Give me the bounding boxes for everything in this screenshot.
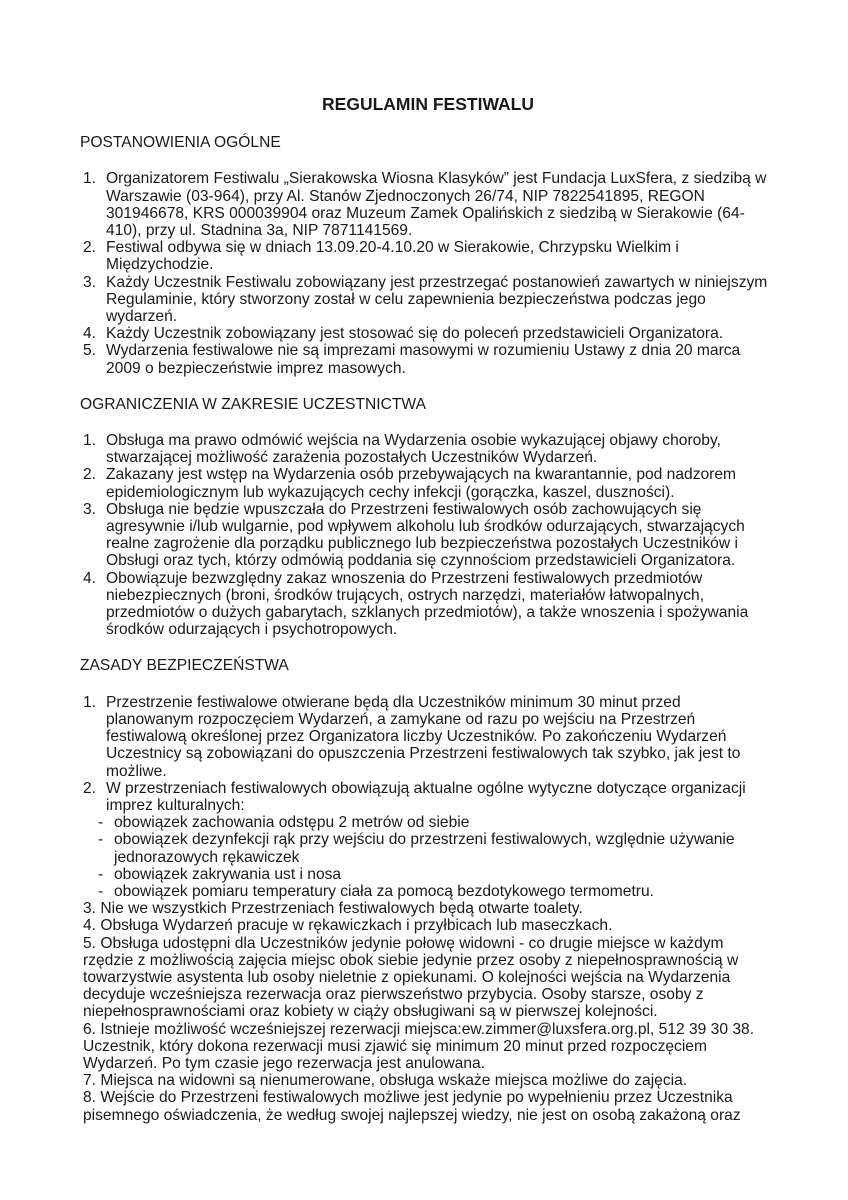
- paragraph: 6. Istnieje możliwość wcześniejszej rezerwacji miejsca:ew.zimmer@luxsfera.org.pl, 512 39 30 38. Uczestnik, który dokona rezerwacji musi zjawić się minimum 20 minut przed rozpoczęciem Wydarzeń. Po tym czasie jego rezerwacja jest anulowana.: [83, 1020, 755, 1072]
- safety-rules-list: [80, 694, 770, 814]
- section-heading-general: POSTANOWIENIA OGÓLNE: [80, 134, 281, 152]
- document-title: REGULAMIN FESTIWALU: [322, 94, 534, 114]
- list-item: 2. Festiwal odbywa się w dniach 13.09.20-4.10.20 w Sierakowie, Chrzypsku Wielkim i Międzychodzie.: [83, 239, 679, 274]
- paragraph: 4. Obsługa Wydarzeń pracuje w rękawiczkach i przyłbicach lub maseczkach.: [83, 917, 613, 935]
- bullet-item: - obowiązek pomiaru temperatury ciała za pomocą bezdotykowego termometru.: [98, 882, 654, 900]
- list-item: 4. Obowiązuje bezwzględny zakaz wnoszenia do Przestrzeni festiwalowych przedmiotów niebezpiecznych (broni, środków trujących, ostrych narzędzi, materiałów łatwopalnych, przedmiotów o dużych gabarytach, szklanych przedmiotów), a także wnoszenia i spożywania środków odurzających i psychotropowych.: [83, 569, 749, 639]
- safety-rules-continued: [80, 900, 770, 1124]
- list-item: 3. Każdy Uczestnik Festiwalu zobowiązany jest przestrzegać postanowień zawartych w niniejszym Regulaminie, który stworzony został w celu zapewnienia bezpieczeństwa podczas jego wydarzeń.: [83, 273, 768, 326]
- general-provisions-list: [80, 170, 770, 376]
- paragraph: 8. Wejście do Przestrzeni festiwalowych możliwe jest jedynie po wypełnieniu przez Uczestnika pisemnego oświadczenia, że według swojej najlepszej wiedzy, nie jest on osobą zakażoną oraz: [83, 1089, 741, 1124]
- list-item: 2. W przestrzeniach festiwalowych obowiązują aktualne ogólne wytyczne dotyczące organizacji imprez kulturalnych:: [83, 779, 746, 814]
- list-item: 1. Organizatorem Festiwalu „Sierakowska Wiosna Klasyków” jest Fundacja LuxSfera, z siedzibą w Warszawie (03-964), przy Al. Stanów Zjednoczonych 26/74, NIP 7822541895, REGON 301946678, KRS 000039904 oraz Muzeum Zamek Opalińskich z siedzibą w Sierakowie (64-410), przy ul. Stadnina 3a, NIP 7871141569.: [83, 170, 767, 240]
- participation-limits-list: [80, 432, 770, 638]
- list-item: 5. Wydarzenia festiwalowe nie są imprezami masowymi w rozumieniu Ustawy z dnia 20 marca 2009 o bezpieczeństwie imprez masowych.: [83, 342, 741, 377]
- list-item: 3. Obsługa nie będzie wpuszczała do Przestrzeni festiwalowych osób zachowujących się agresywnie i/lub wulgarnie, pod wpływem alkoholu lub środków odurzających, stwarzających realne zagrożenie dla porządku publicznego lub bezpieczeństwa pozostałych Uczestników i Obsługi oraz tych, którzy odmówią poddania się czynnościom przedstawicieli Organizatora.: [83, 500, 745, 570]
- paragraph: 5. Obsługa udostępni dla Uczestników jedynie połowę widowni - co drugie miejsce w każdym rzędzie z możliwością zajęcia miejsc obok siebie jedynie przez osoby z niepełnosprawnością w towarzystwie asystenta lub osoby nieletnie z opiekunami. O kolejności wejścia na Wydarzenia decyduje wcześniejsza rezerwacja oraz pierwszeństwo przybycia. Osoby starsze, osoby z niepełnosprawnościami oraz kobiety w ciąży obsługiwani są w pierwszej kolejności.: [83, 934, 739, 1021]
- document-page: [80, 96, 770, 1124]
- list-item: 1. Przestrzenie festiwalowe otwierane będą dla Uczestników minimum 30 minut przed planowanym rozpoczęciem Wydarzeń, a zamykane od razu po wejściu na Przestrzeń festiwalową określonej przez Organizatora liczby Uczestników. Po zakończeniu Wydarzeń Uczestnicy są zobowiązani do opuszczenia Przestrzeni festiwalowych tak szybko, jak jest to możliwe.: [83, 693, 741, 780]
- bullet-item: - obowiązek dezynfekcji rąk przy wejściu do przestrzeni festiwalowych, względnie używanie jednorazowych rękawiczek: [98, 831, 735, 866]
- list-item: 4. Każdy Uczestnik zobowiązany jest stosować się do poleceń przedstawicieli Organizatora.: [83, 325, 724, 343]
- paragraph: 7. Miejsca na widowni są nienumerowane, obsługa wskaże miejsca możliwe do zajęcia.: [83, 1072, 688, 1090]
- guidelines-bullet-list: [80, 814, 770, 900]
- section-heading-participation: OGRANICZENIA W ZAKRESIE UCZESTNICTWA: [80, 395, 426, 413]
- bullet-item: - obowiązek zachowania odstępu 2 metrów od siebie: [98, 814, 470, 832]
- list-item: 2. Zakazany jest wstęp na Wydarzenia osób przebywających na kwarantannie, pod nadzorem epidemiologicznym lub wykazujących cechy infekcji (gorączka, kaszel, duszności).: [83, 466, 737, 501]
- bullet-item: - obowiązek zakrywania ust i nosa: [98, 865, 342, 883]
- list-item: 1. Obsługa ma prawo odmówić wejścia na Wydarzenia osobie wykazującej objawy choroby, stwarzającej możliwość zarażenia pozostałych Uczestników Wydarzeń.: [83, 432, 721, 467]
- section-heading-safety: ZASADY BEZPIECZEŃSTWA: [80, 657, 289, 675]
- paragraph: 3. Nie we wszystkich Przestrzeniach festiwalowych będą otwarte toalety.: [83, 900, 583, 918]
